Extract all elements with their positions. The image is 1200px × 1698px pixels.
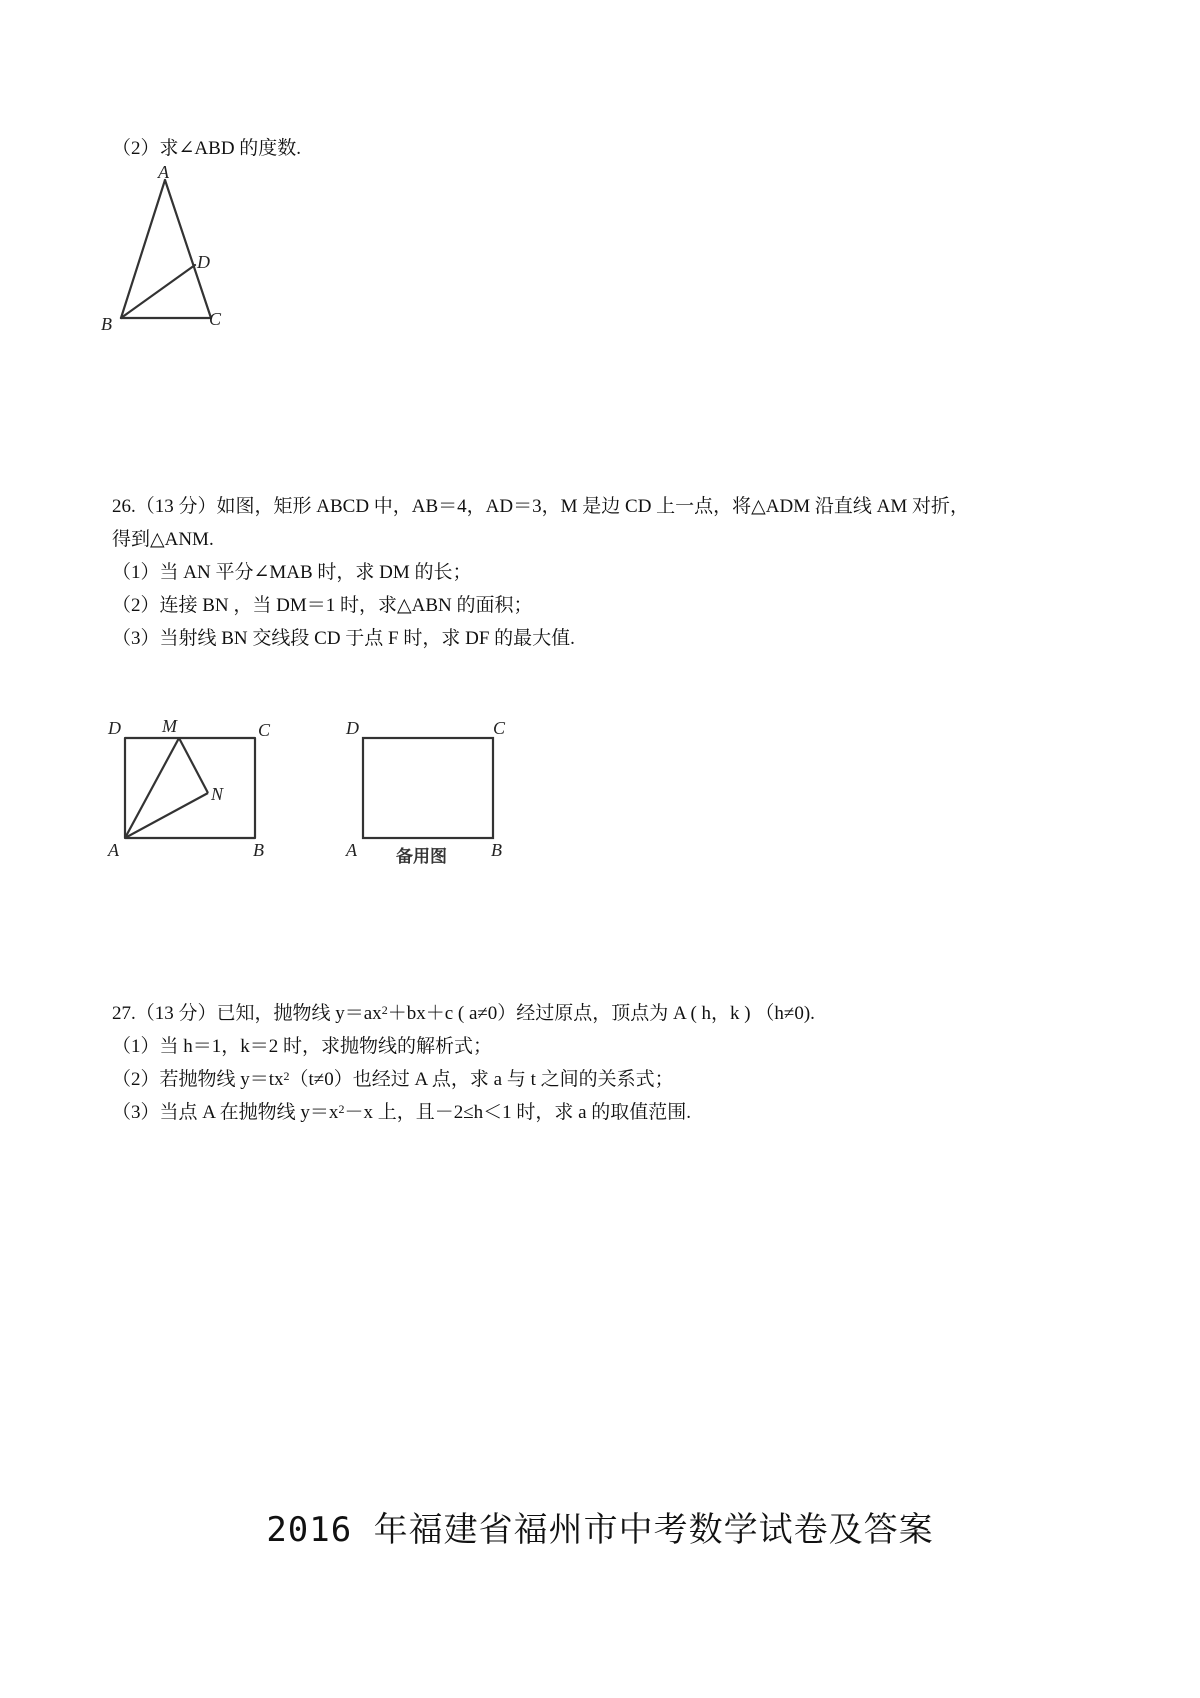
q27-part3	[112, 1101, 691, 1125]
q27-part2-sup: 2	[283, 1069, 290, 1083]
q27-part2	[112, 1068, 674, 1092]
q25-part2: （2）求∠ABD 的度数.	[112, 138, 302, 159]
rectangle-abcd-spare	[363, 738, 493, 838]
label-c: C	[258, 720, 271, 740]
q27-part2-a: （2）若抛物线 y＝tx	[112, 1069, 284, 1090]
q26-part1: （1）当 AN 平分∠MAB 时，求 DM 的长；	[112, 562, 472, 583]
segment-bd	[121, 265, 195, 318]
spare-figure-caption: 备用图	[396, 847, 447, 867]
label-a: A	[108, 840, 119, 860]
label-b: B	[491, 840, 502, 860]
edge-ab	[121, 180, 165, 318]
label-c: C	[493, 718, 506, 738]
document-footer-title: 2016 年福建省福州市中考数学试卷及答案	[266, 1510, 934, 1550]
q27-part1: （1）当 h＝1，k＝2 时，求抛物线的解析式；	[112, 1036, 493, 1057]
q27-part3-sup: 2	[338, 1102, 345, 1116]
q27-stem-sup: 2	[381, 1003, 388, 1017]
q27-stem-a: 27.（13 分）已知，抛物线 y＝ax	[112, 1003, 382, 1024]
q26-part2: （2）连接 BN ，当 DM＝1 时，求△ABN 的面积；	[112, 595, 533, 616]
label-m: M	[162, 716, 177, 736]
q27-stem-b: ＋bx＋c ( a≠0）经过原点，顶点为 A ( h，k ) （h≠0).	[387, 1003, 815, 1024]
q27-part3-b: －x 上，且－2≤h＜1 时，求 a 的取值范围.	[344, 1102, 692, 1123]
label-a: A	[346, 840, 357, 860]
label-a: A	[158, 162, 169, 182]
segment-mn	[179, 738, 208, 793]
label-d: D	[108, 718, 121, 738]
label-n: N	[211, 784, 224, 804]
q27-stem	[112, 1002, 815, 1026]
triangle-abd-figure	[95, 160, 240, 340]
q26-part3: （3）当射线 BN 交线段 CD 于点 F 时，求 DF 的最大值.	[112, 628, 575, 649]
q27-part2-b: （t≠0）也经过 A 点，求 a 与 t 之间的关系式；	[289, 1069, 674, 1090]
label-c: C	[209, 309, 222, 329]
rectangle-abcd-fold-figure	[100, 710, 275, 865]
rectangle-abcd	[125, 738, 255, 838]
label-b: B	[253, 840, 264, 860]
label-d: D	[197, 252, 210, 272]
label-d: D	[346, 718, 359, 738]
q26-stem-line1: 26.（13 分）如图，矩形 ABCD 中，AB＝4，AD＝3，M 是边 CD 上一点，将△ADM 沿直线 AM 对折，	[112, 496, 969, 517]
label-b: B	[101, 314, 112, 334]
q26-stem-line2: 得到△ANM.	[112, 529, 214, 550]
edge-ac	[165, 180, 211, 318]
spare-rectangle-figure	[338, 710, 513, 875]
q27-part3-a: （3）当点 A 在抛物线 y＝x	[112, 1102, 339, 1123]
